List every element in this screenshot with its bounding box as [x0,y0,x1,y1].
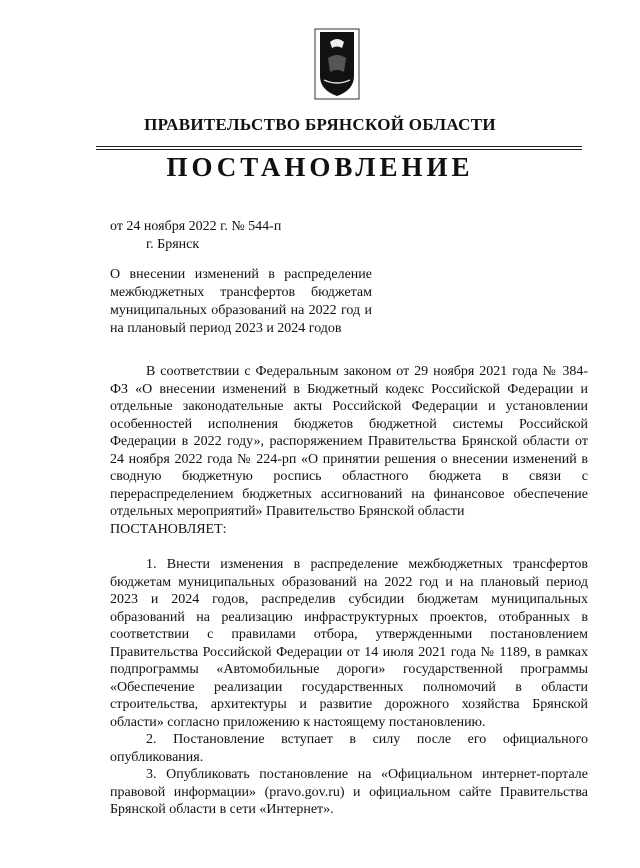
resolves-heading: ПОСТАНОВЛЯЕТ: [110,521,227,537]
city: г. Брянск [146,237,200,252]
preamble-paragraph: В соответствии с Федеральным законом от 29 ноября 2021 года № 384-ФЗ «О внесении изменений в Бюджетный кодекс Российской Федерации и отдельные законодательные акты Российской Федерации и установлении особенностей исполнения бюджетов бюджетной системы Российской Федерации в 2022 году», распоряжением Правительства Брянской области от 24 ноября 2022 года № 224-рп «О принятии решения о внесении изменений в сводную бюджетную роспись областного бюджета в связи с перераспределением бюджетных ассигнований на финансовое обеспечение отдельных мероприятий» Правительство Брянской области [110,364,588,519]
item-2-paragraph: 2. Постановление вступает в силу после его официального опубликования. [110,732,588,765]
item-3-paragraph: 3. Опубликовать постановление на «Официальном интернет-портале правовой информации» (pravo.gov.ru) и официальном сайте Правительства Брянской области в сети «Интернет». [110,767,588,817]
header-divider-thin [96,149,582,150]
document-body [110,363,588,819]
document-meta [110,218,281,254]
government-name: ПРАВИТЕЛЬСТВО БРЯНСКОЙ ОБЛАСТИ [144,115,496,134]
date-number: от 24 ноября 2022 г. № 544-п [110,219,282,234]
item-1-paragraph: 1. Внести изменения в распределение межбюджетных трансфертов бюджетам муниципальных образований на 2022 год и на плановый период 2023 и 2024 годов, распределив субсидии бюджетам муниципальных образований на реализацию инфраструктурных проектов, отобранных в соответствии с правилами отбора, утвержденными постановлением Правительства Российской Федерации от 14 июля 2021 года № 1189, в рамках подпрограммы «Автомобильные дороги» государственной программы «Обеспечение реализации государственных полномочий в области строительства, архитектуры и развитие дорожного хозяйства Брянской области» согласно приложению к настоящему постановлению. [110,557,588,730]
document-type-title: ПОСТАНОВЛЕНИЕ [166,152,474,182]
coat-of-arms-icon [314,28,360,100]
document-subject: О внесении изменений в распределение межбюджетных трансфертов бюджетам муниципальных образований на 2022 год и на плановый период 2023 и 2024 годов [110,267,372,336]
header-divider [96,146,582,147]
